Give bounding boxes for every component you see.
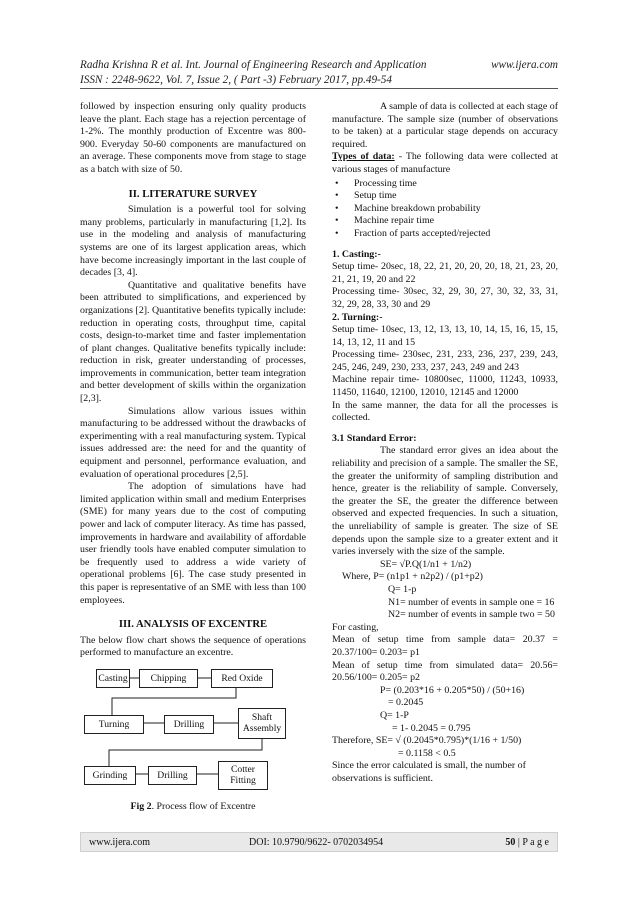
turning-repair-time: Machine repair time- 10800sec, 11000, 11243, 10933, 11450, 11640, 12100, 12010, 12145 and 12000 — [332, 374, 558, 399]
flow-box-drilling-2: Drilling — [148, 766, 197, 785]
types-rest: - The following data were collected at various stages of manufacture — [332, 151, 558, 175]
casting-processing-time: Processing time- 30sec, 32, 29, 30, 27, 30, 32, 33, 31, 32, 29, 28, 33, 30 and 29 — [332, 286, 558, 310]
flow-box-turning: Turning — [84, 715, 144, 734]
conn-redoxide-turning — [112, 686, 236, 715]
for-casting: For casting, — [332, 621, 379, 633]
flow-box-chipping: Chipping — [139, 669, 198, 688]
lit-paragraph-1: Simulation is a powerful tool for solving many problems, particularly in manufacturing [1,2]. Its use in the modeling and analysis of manufacturing systems are one of its largest application areas, which have become increasingly important in the last couple of decades [3, 4]. — [80, 204, 306, 279]
flow-box-grinding: Grinding — [84, 766, 136, 785]
conclusion: Since the error calculated is small, the number of observations is sufficient. — [332, 760, 526, 784]
flow-box-casting: Casting — [96, 669, 130, 688]
figure-label: Fig 2 — [130, 800, 152, 812]
therefore-se: Therefore, SE= √ (0.2045*0.795)*(1/16 + 1/50) — [332, 735, 522, 747]
casting-heading: 1. Casting:- — [332, 248, 381, 260]
figure-caption-text: . Process flow of Excentre — [151, 800, 256, 812]
header-website[interactable]: www.ijera.com — [491, 59, 558, 71]
footer-website[interactable]: www.ijera.com — [89, 836, 150, 848]
header-citation: Radha Krishna R et al. Int. Journal of Engineering Research and Application — [80, 59, 427, 71]
cotter-line-2: Fitting — [230, 775, 256, 787]
right-column — [332, 101, 558, 785]
footer-page — [459, 837, 557, 848]
se-result: = 0.1158 < 0.5 — [398, 747, 456, 759]
types-label: Types of data: — [332, 151, 395, 163]
equation-n2: N2= number of events in sample two = 50 — [388, 609, 555, 621]
list-item: • Machine repair time — [332, 215, 558, 228]
equation-n1: N1= number of events in sample one = 16 — [388, 596, 555, 608]
running-header — [80, 58, 558, 88]
data-types-list — [332, 178, 558, 241]
intro-paragraph: followed by inspection ensuring only quality products leave the plant. Each stage has a rejection percentage of 1-2%. The monthly production of Excentre was 800-900. Everyday 50-60 components are manufactured on an average. These components move from stage to stage as a batch with size of 50. — [80, 101, 306, 175]
list-item: • Setup time — [332, 190, 558, 203]
page-footer — [80, 832, 558, 852]
mean-simulated: Mean of setup time from simulated data= 20.56= 20.56/100= 0.205= p2 — [332, 659, 558, 684]
header-issn: ISSN : 2248-9622, Vol. 7, Issue 2, ( Part -3) February 2017, pp.49-54 — [80, 74, 392, 86]
list-item: • Processing time — [332, 178, 558, 191]
header-rule — [80, 88, 558, 89]
types-of-data — [332, 151, 558, 176]
process-flow-diagram — [80, 668, 306, 798]
mean-sample: Mean of setup time from sample data= 20.37 = 20.37/100= 0.203= p1 — [332, 634, 558, 658]
turning-processing-time: Processing time- 230sec, 231, 233, 236, 237, 239, 243, 245, 246, 249, 230, 233, 237, 243, 249 and 243 — [332, 349, 558, 373]
sample-paragraph: A sample of data is collected at each stage of manufacture. The sample size (number of observations to be taken) at a particular stage depends on accuracy required. — [332, 101, 558, 150]
equation-se: SE= √P.Q(1/n1 + 1/n2) — [380, 558, 472, 570]
flow-box-cotter-fitting — [218, 761, 268, 790]
page-number: 50 — [505, 836, 516, 848]
turning-heading: 2. Turning:- — [332, 311, 383, 323]
turning-setup-time: Setup time- 10sec, 13, 12, 13, 13, 10, 14, 15, 16, 15, 15, 14, 13, 12, 11 and 15 — [332, 324, 558, 348]
equation-q: Q= 1-p — [388, 583, 417, 595]
page-word: | P a g e — [515, 836, 549, 848]
flow-box-drilling-1: Drilling — [164, 715, 214, 734]
lit-paragraph-3: Simulations allow various issues within manufacturing to be addressed without the drawbacks of experimenting with a real manufacturing system. Typical issues addressed are: the need for and the quantity of equipment and personnel, performance evaluation, and evaluation of operational procedures [2,5]. — [80, 405, 306, 480]
calc-p-value: = 0.2045 — [388, 697, 424, 709]
left-column — [80, 101, 306, 814]
calc-q-value: = 1- 0.2045 = 0.795 — [392, 722, 471, 734]
lit-paragraph-2: Quantitative and qualitative benefits have been attributed to simplifications, and experienced by organizations [2]. Quantitative benefits typically include: reduction in operating costs, throughput time, capital costs, design-to-market time and faster implementation of plant changes. Qualitative benefits typically include: reduction in risk, greater understanding of processes, improvements in communication, better team integration and better development of skills within the organization [2,3]. — [80, 279, 306, 405]
shaft-line-1: Shaft — [251, 712, 273, 724]
analysis-paragraph: The below flow chart shows the sequence of operations performed to manufacture an excentre. — [80, 634, 306, 659]
casting-setup-time: Setup time- 20sec, 18, 22, 21, 20, 20, 20, 18, 21, 23, 20, 21, 21, 19, 20 and 22 — [332, 261, 558, 285]
calc-p: P= (0.203*16 + 0.205*50) / (50+16) — [380, 684, 525, 696]
list-item: • Machine breakdown probability — [332, 203, 558, 216]
shaft-line-2: Assembly — [242, 723, 282, 735]
equation-p: Where, P= (n1p1 + n2p2) / (p1+p2) — [342, 571, 483, 583]
section-3-heading: III. ANALYSIS OF EXCENTRE — [118, 619, 268, 631]
calc-q: Q= 1-P — [380, 709, 409, 721]
section-2-heading: II. LITERATURE SURVEY — [128, 188, 258, 200]
cotter-line-1: Cotter — [231, 764, 255, 776]
standard-error-paragraph: The standard error gives an idea about the reliability and precision of a sample. The smaller the SE, the greater the uniformity of sampling distribution and hence, greater is the reliability of sample. Conversely, the greater the SE, the greater the difference between observed and expected frequencies. In such a situation, the unreliability of sample is greater. The size of SE depends upon the sample size to a greater extent and it varies inversely with the size of the sample. — [332, 445, 558, 558]
section-3-1-heading: 3.1 Standard Error: — [332, 432, 417, 444]
lit-paragraph-4: The adoption of simulations have had limited application within small and medium Enterprises (SME) for many years due to the cost of computing power and lack of computer literacy. As time has passed, improvements in hardware and availability of affordable user friendly tools have enabled computer simulation to be frequently used to address a wide variety of operational problems [6]. The case study presented in this paper is representative of an SME with less than 100 employees. — [80, 481, 306, 606]
flow-box-shaft-assembly — [238, 708, 286, 739]
list-item: • Fraction of parts accepted/rejected — [332, 228, 558, 241]
same-manner-note: In the same manner, the data for all the processes is collected. — [332, 399, 558, 424]
flow-box-red-oxide: Red Oxide — [211, 669, 273, 688]
figure-caption — [80, 801, 306, 814]
footer-doi: DOI: 10.9790/9622- 0702034954 — [249, 836, 384, 848]
